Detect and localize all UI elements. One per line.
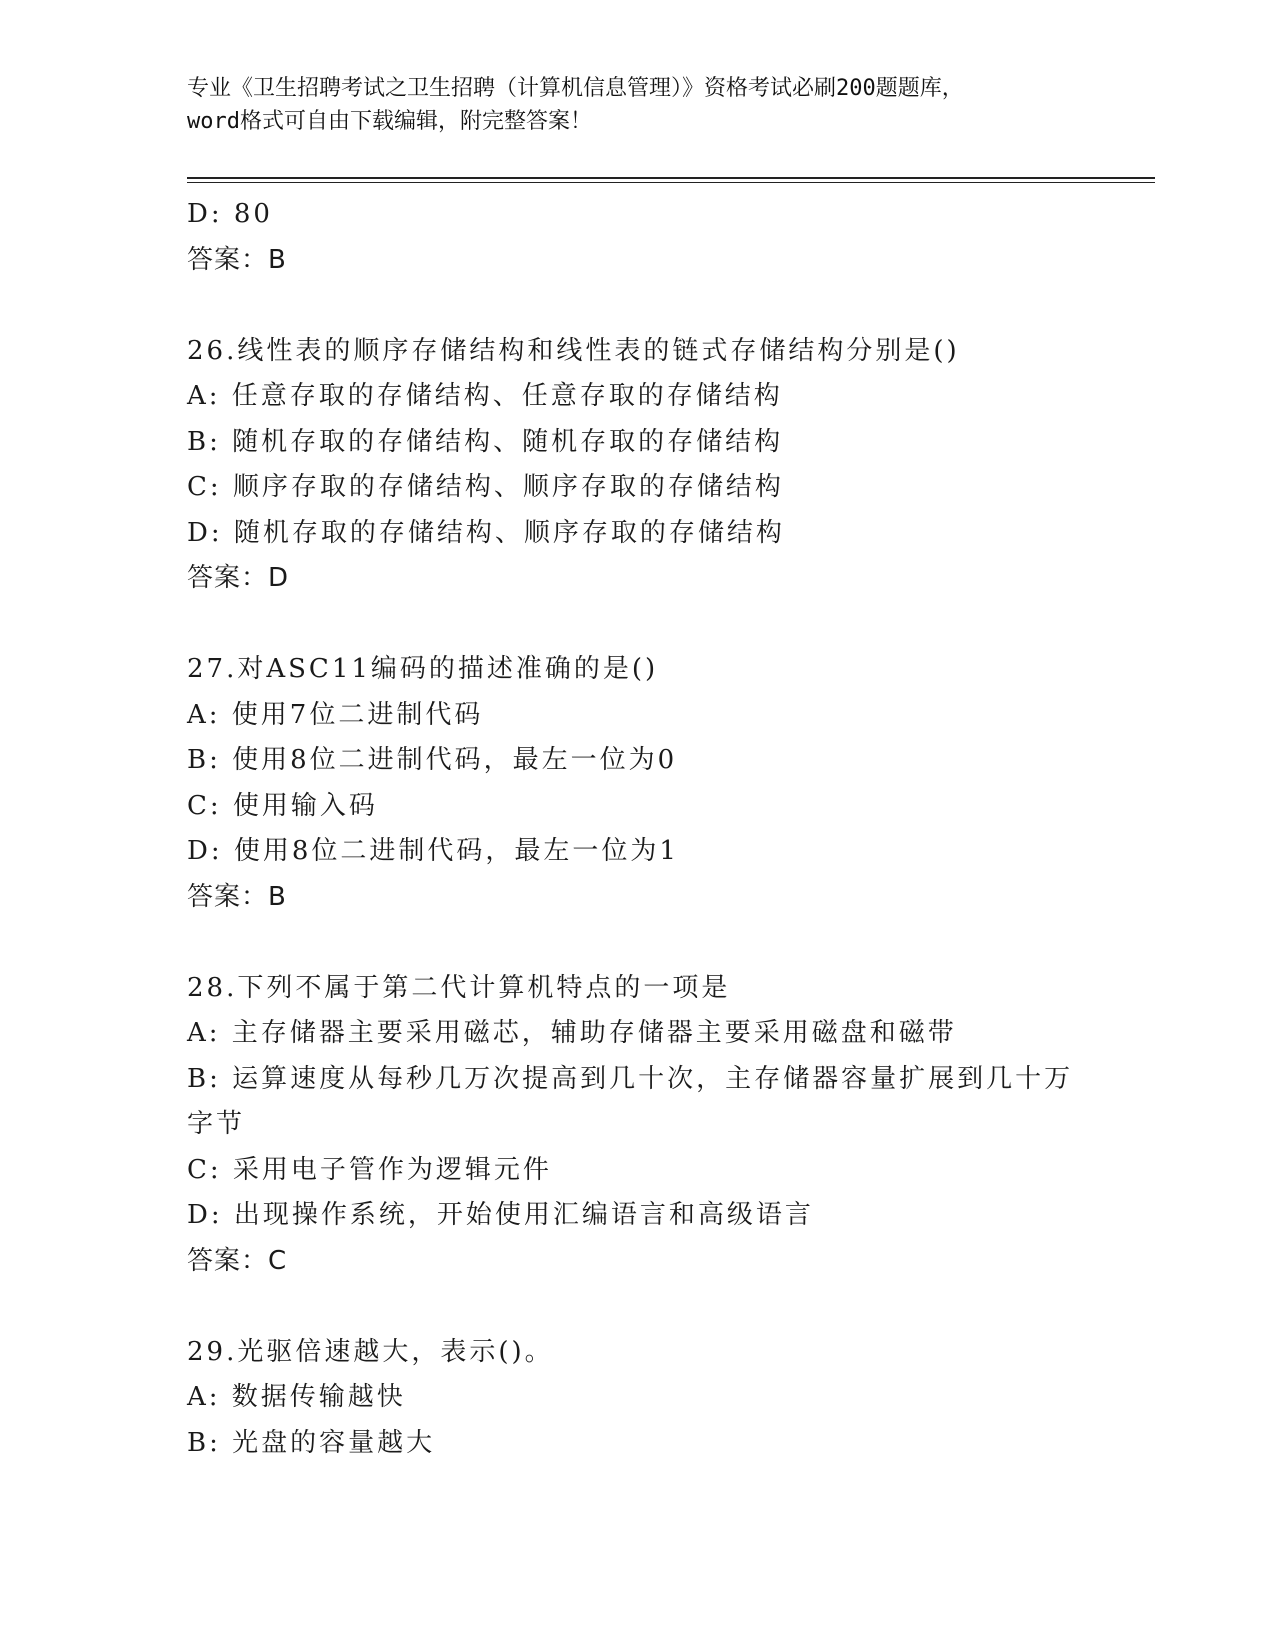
- question-text: 29.光驱倍速越大，表示()。: [187, 1336, 554, 1367]
- option-b-line-2: 字节: [187, 1109, 246, 1139]
- option-d: D: 随机存取的存储结构、顺序存取的存储结构: [187, 517, 785, 548]
- spacer: [187, 602, 1087, 648]
- option-b-line-1: B: 运算速度从每秒几万次提高到几十次，主存储器容量扩展到几十万: [187, 1063, 1074, 1094]
- answer: 答案：B: [187, 881, 287, 912]
- header-divider-thin: [187, 182, 1155, 183]
- answer: 答案：D: [187, 563, 290, 593]
- spacer: [187, 920, 1087, 966]
- option-a: A: 使用7位二进制代码: [187, 699, 484, 730]
- question-text: 27.对ASC11编码的描述准确的是(): [187, 654, 659, 684]
- answer: 答案：C: [187, 1245, 288, 1276]
- header-line-2: word格式可自由下载编辑，附完整答案！: [187, 109, 592, 134]
- option-b: B: 随机存取的存储结构、随机存取的存储结构: [187, 426, 784, 457]
- option-d: D: 出现操作系统，开始使用汇编语言和高级语言: [187, 1200, 814, 1230]
- spacer: [187, 1284, 1087, 1330]
- prev-answer: 答案：B: [187, 244, 287, 275]
- option-c: C: 顺序存取的存储结构、顺序存取的存储结构: [187, 472, 784, 502]
- option-d: D: 使用8位二进制代码，最左一位为1: [187, 836, 679, 866]
- question-28: [187, 966, 1087, 1285]
- question-text: 28.下列不属于第二代计算机特点的一项是: [187, 972, 731, 1003]
- question-text: 26.线性表的顺序存储结构和线性表的链式存储结构分别是(): [187, 335, 960, 366]
- option-b: B: 使用8位二进制代码，最左一位为0: [187, 745, 678, 775]
- option-a: A: 主存储器主要采用磁芯，辅助存储器主要采用磁盘和磁带: [187, 1018, 957, 1048]
- option-c: C: 使用输入码: [187, 790, 378, 821]
- option-c: C: 采用电子管作为逻辑元件: [187, 1154, 552, 1185]
- option-b: B: 光盘的容量越大: [187, 1427, 436, 1458]
- question-29: [187, 1330, 1087, 1467]
- question-list: [187, 192, 1087, 1466]
- option-a: A: 数据传输越快: [187, 1382, 406, 1412]
- header-line-1: 专业《卫生招聘考试之卫生招聘（计算机信息管理）》资格考试必刷200题题库，: [187, 76, 964, 101]
- prev-option-d: D: 80: [187, 199, 273, 229]
- option-a: A: 任意存取的存储结构、任意存取的存储结构: [187, 381, 783, 411]
- spacer: [187, 283, 1087, 329]
- header-divider-thick: [187, 177, 1155, 179]
- question-27: [187, 647, 1087, 920]
- document-header: [187, 72, 1087, 138]
- question-26: [187, 329, 1087, 602]
